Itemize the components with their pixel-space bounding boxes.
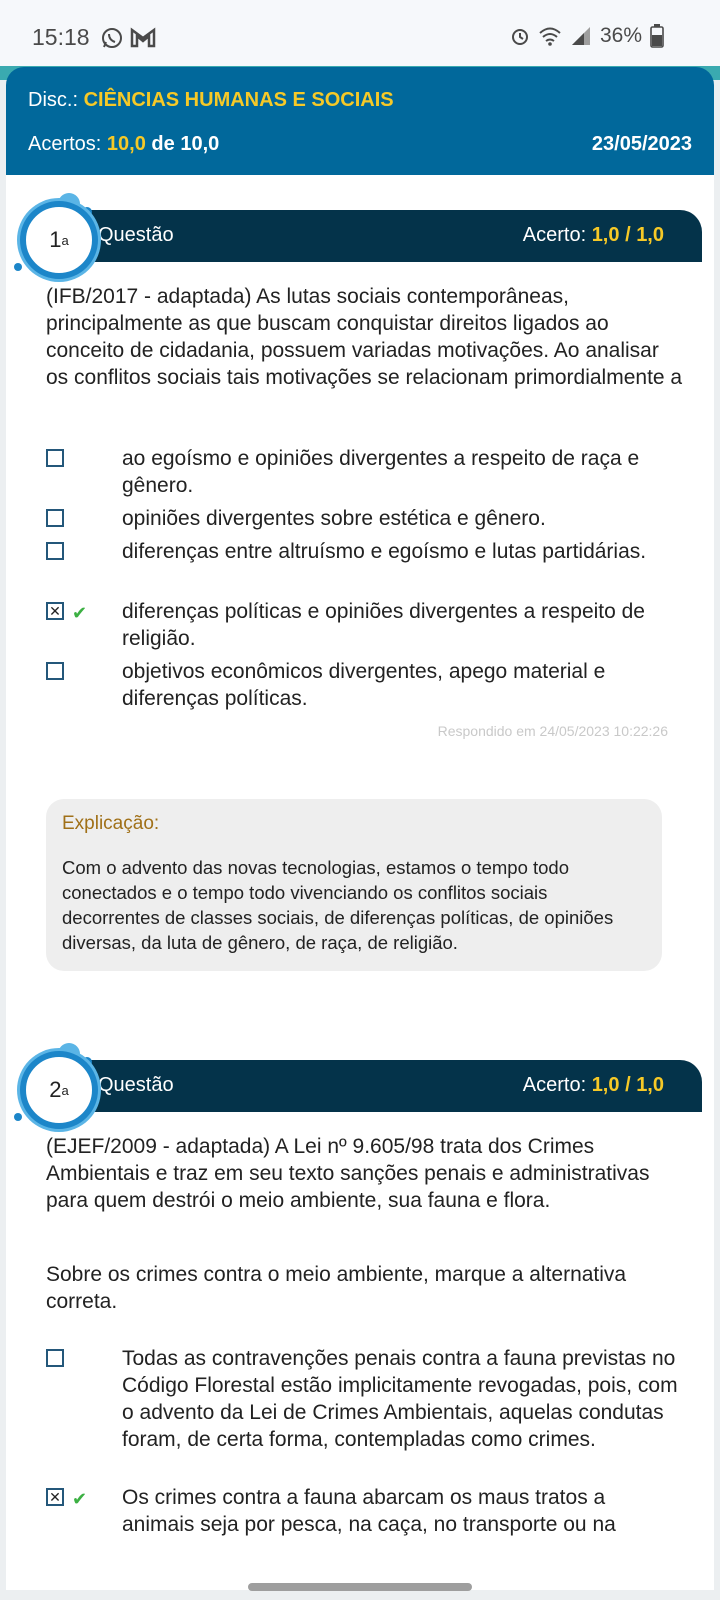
question-2-prompt: Sobre os crimes contra o meio ambiente, marque a alternativa correta. (46, 1263, 627, 1313)
score: Acertos: 10,0 de 10,0 (28, 133, 220, 155)
question-score: Acerto: 1,0 / 1,0 (522, 1074, 664, 1096)
checkbox[interactable] (46, 662, 64, 680)
status-time: 15:18 (32, 24, 90, 50)
exam-date: 23/05/2023 (591, 133, 692, 155)
checkbox-checked[interactable]: ✕ (46, 602, 64, 620)
question-1-text: (IFB/2017 - adaptada) As lutas sociais contemporâneas, principalmente as que buscam conquistar direitos ligados ao conceito de cidadania, possuem variadas motivações. Ao analisar os conflitos sociais tais motivações se relacionam primordialmente a (46, 285, 683, 389)
wifi-icon (538, 26, 562, 46)
exam-header (6, 67, 714, 175)
status-right (510, 24, 664, 48)
notification-icons (100, 26, 156, 50)
status-bar (0, 0, 720, 70)
content-panel: Questão Acerto: 1,0 / 1,0 1 a (IFB/2017 - adaptada) As lutas sociais contemporâneas, principalmente as que buscam conquistar direitos ligados ao conceito de cidadania, possuem variadas motivações. Ao analisar os conflitos sociais tais motivações se relacionam primordialmente a ao egoísmo e opiniões divergentes a respeito de raça e gênero. opiniões divergentes sobre estética e gênero. diferenças entre altruísmo e egoísmo e lutas partidárias. ✕ ✔ diferenças políticas e opiniões divergentes a respeito de religião. objetivos econômicos divergentes, apego material e diferenças políticas. Respondido em 24/05/2023 10:22:26 Explicação: Com o advento das novas tecnologias, estamos o tempo todo conectados e o tempo todo vivenciando os conflitos sociais decorrentes de classes sociais, de diferenças políticas, de opiniões diversas, da luta de gênero, de raça, de religião. Questão Acerto: 1,0 / 1,0 2 a (EJEF/2009 - adaptada) A Lei nº 9.605/98 trata dos Crimes Ambientais e traz em seu texto sanções penais e administrativas para quem destrói o meio ambiente, sua fauna e flora. Sobre os crimes contra o meio ambiente, marque a alternativa correta. Todas as contravenções penais contra a fauna previstas no Código Florestal estão implicitamente revogadas, pois, com o advento da Lei de Crimes Ambientais, aquelas condutas foram, de certa forma, contempladas como crimes. ✕ ✔ Os crimes contra a fauna abarcam os maus tratos a animais seja por pesca, na caça, no transporte ou na (6, 175, 714, 1590)
discipline-name: CIÊNCIAS HUMANAS E SOCIAIS (83, 89, 394, 111)
alarm-icon (510, 26, 530, 46)
question-score: Acerto: 1,0 / 1,0 (522, 224, 664, 246)
explanation-box (46, 799, 662, 971)
checkbox[interactable] (46, 449, 64, 467)
question-2-bar (66, 1060, 702, 1112)
answered-timestamp: Respondido em 24/05/2023 10:22:26 (437, 723, 668, 739)
correct-check-icon: ✔ (72, 603, 88, 623)
whatsapp-icon (100, 26, 124, 50)
correct-check-icon: ✔ (72, 1489, 88, 1509)
explanation-title: Explicação: (62, 813, 160, 834)
question-2-text: (EJEF/2009 - adaptada) A Lei nº 9.605/98 trata dos Crimes Ambientais e traz em seu texto sanções penais e administrativas para quem destrói o meio ambiente, sua fauna e flora. (46, 1135, 650, 1212)
explanation-text: Com o advento das novas tecnologias, estamos o tempo todo conectados e o tempo todo vivenciando os conflitos sociais decorrentes de classes sociais, de diferenças políticas, de opiniões diversas, da luta de gênero, de raça, de religião. (62, 857, 614, 953)
question-2-number: 2 a (20, 1051, 98, 1129)
battery-percent: 36% (599, 24, 642, 47)
discipline: Disc.: CIÊNCIAS HUMANAS E SOCIAIS (28, 89, 394, 111)
gesture-nav-handle[interactable] (248, 1583, 472, 1591)
checkbox[interactable] (46, 509, 64, 527)
signal-icon (570, 26, 592, 46)
gmail-icon (130, 26, 156, 48)
score-value: 10,0 (106, 133, 146, 155)
checkbox-checked[interactable]: ✕ (46, 1488, 64, 1506)
battery-icon (650, 24, 664, 48)
question-label: Questão (98, 1074, 174, 1096)
decor-bubble (14, 1113, 22, 1121)
checkbox[interactable] (46, 1349, 64, 1367)
question-1-number: 1 a (20, 201, 98, 279)
decor-bubble (14, 263, 22, 271)
question-1-bar (66, 210, 702, 262)
score-total: de 10,0 (151, 133, 220, 155)
question-label: Questão (98, 224, 174, 246)
checkbox[interactable] (46, 542, 64, 560)
